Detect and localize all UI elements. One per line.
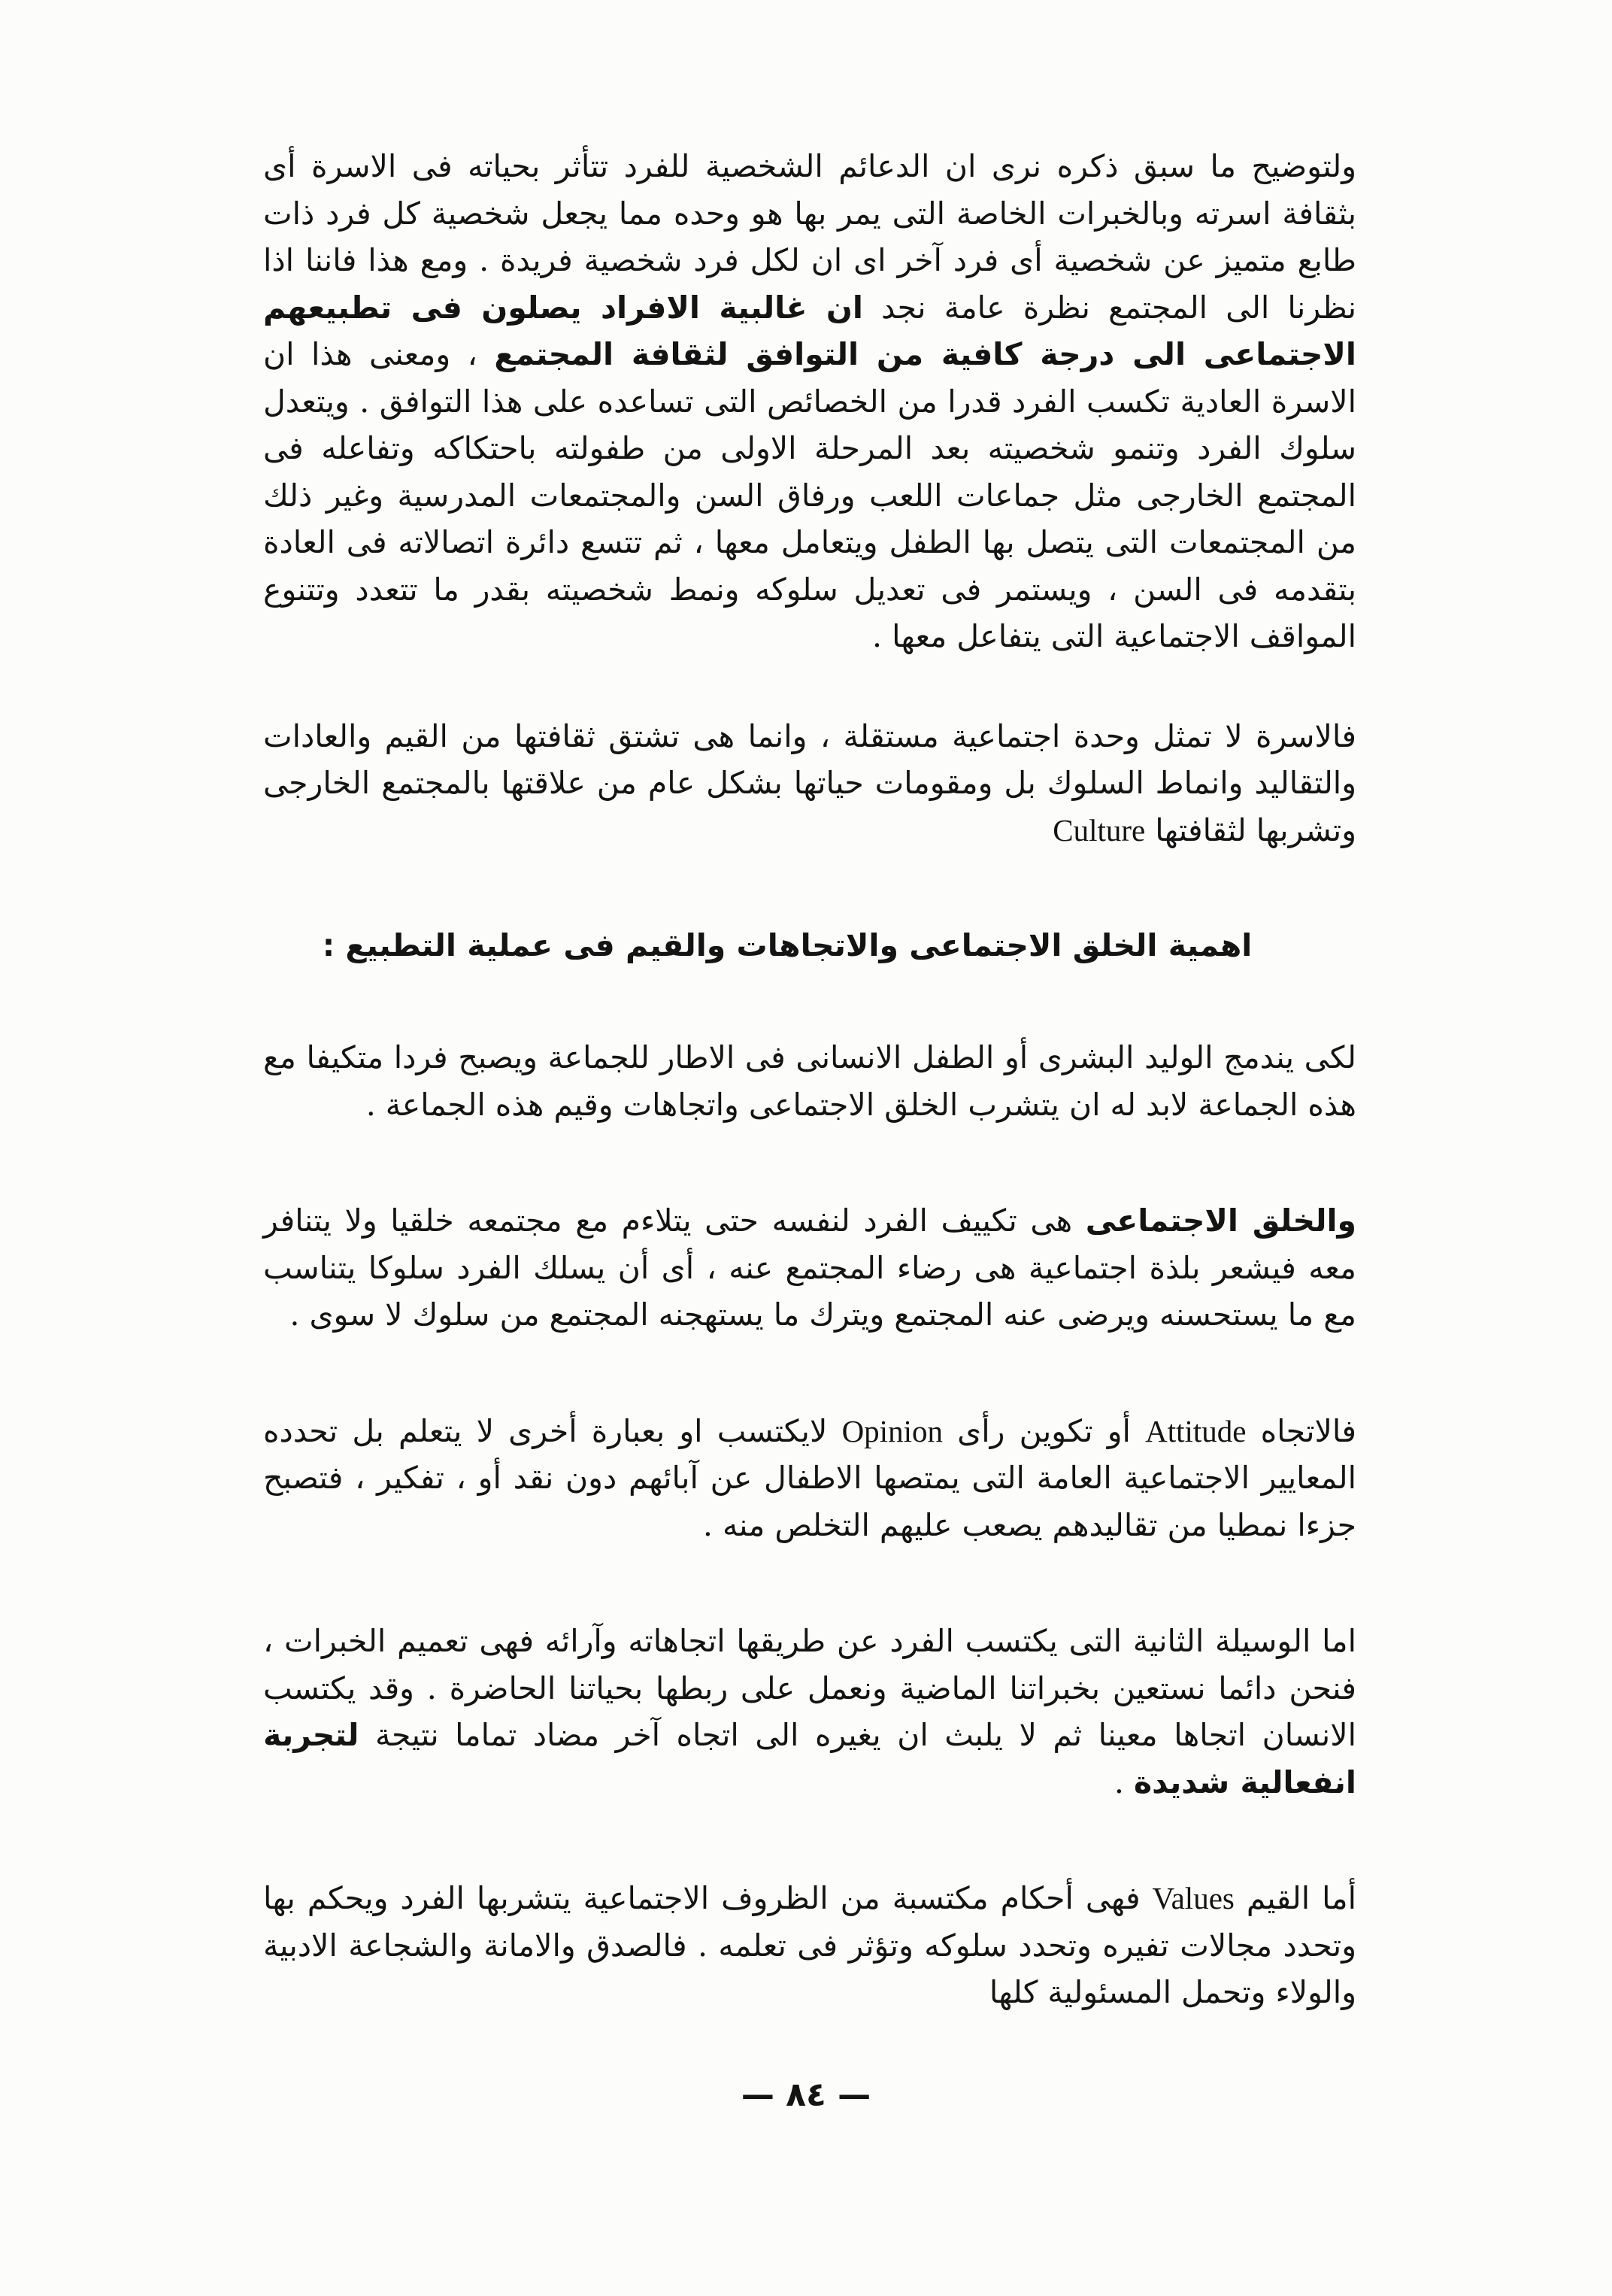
paragraph-integration <box>263 1034 1356 1128</box>
page-number: — ٨٤ — <box>741 2076 871 2114</box>
paragraph-text: ، ومعنى هذا ان الاسرة العادية تكسب الفرد قدرا من الخصائص التى تساعده على هذا التوافق . ويتعدل سلوك الفرد وتنمو شخصيته بعد المرحلة الاولى من طفولته باحتكاكه وتفاعله فى المجتمع الخارجى مثل جماعات اللعب ورفاق السن والمجتمعات المدرسية وغير ذلك من المجتمعات التى يتصل بها الطفل ويتعامل معها ، ثم تتسع دائرة اتصالاته فى العادة بتقدمه فى السن ، ويستمر فى تعديل سلوكه ونمط شخصيته بقدر ما تتعدد وتتنوع المواقف الاجتماعية التى يتفاعل معها . <box>263 336 1356 654</box>
paragraph-family-unit <box>263 713 1356 854</box>
paragraph-bold-text: ان غالبية الافراد يصلون فى تطبيعهم الاجتماعى الى درجة كافية من التوافق لثقافة المجتمع <box>263 289 1356 372</box>
paragraph-experience <box>263 1618 1356 1806</box>
paragraph-family-culture <box>263 143 1356 660</box>
paragraph-text: أما القيم <box>1246 1880 1356 1916</box>
paragraph-text: هى تكييف الفرد لنفسه حتى يتلاءم مع مجتمعه خلقيا ولا يتنافر معه فيشعر بلذة اجتماعية هى رضاء المجتمع عنه ، أى أن يسلك الفرد سلوكا يتناسب مع ما يستحسنه ويرضى عنه المجتمع ويترك ما يستهجنه المجتمع من سلوك لا سوى . <box>263 1203 1356 1333</box>
english-term: Values <box>1152 1881 1235 1915</box>
english-term: Attitude <box>1145 1413 1247 1448</box>
paragraph-bold-text: لتجربة انفعالية شديدة <box>263 1717 1356 1800</box>
paragraph-text: فالاتجاه <box>1260 1412 1356 1449</box>
english-term: Culture <box>1053 812 1146 848</box>
section-heading: اهمية الخلق الاجتماعى والاتجاهات والقيم فى عملية التطبيع : <box>322 927 1253 963</box>
paragraph-text: . <box>1114 1764 1134 1800</box>
paragraph-text: لايكتسب او بعبارة أخرى لا يتعلم بل تحدده المعايير الاجتماعية العامة التى يمتصها الاطفال عن آبائهم دون نقد أو ، تفكير ، فتصبح جزءا نمطيا من تقاليدهم يصعب عليهم التخلص منه . <box>263 1412 1356 1543</box>
english-term: Opinion <box>841 1413 943 1448</box>
paragraph-text: فالاسرة لا تمثل وحدة اجتماعية مستقلة ، وانما هى تشتق ثقافتها من القيم والعادات والتقاليد وانماط السلوك بل ومقومات حياتها بشكل عام من علاقتها بالمجتمع الخارجى وتشربها لثقافتها <box>263 717 1356 848</box>
paragraph-bold-text: والخلق الاجتماعى <box>1085 1203 1357 1239</box>
paragraph-text: أو تكوين رأى <box>957 1412 1131 1449</box>
paragraph-attitude <box>263 1408 1356 1549</box>
paragraph-values <box>263 1875 1356 2016</box>
paragraph-text: فهى أحكام مكتسبة من الظروف الاجتماعية يتشربها الفرد ويحكم بها وتحدد مجالات تفيره وتحدد سلوكه وتؤثر فى تعلمه . فالصدق والامانة والشجاعة الادبية والولاء وتحمل المسئولية كلها <box>263 1880 1356 2010</box>
paragraph-social-character <box>263 1197 1356 1339</box>
paragraph-text: لكى يندمج الوليد البشرى أو الطفل الانسانى فى الاطار للجماعة ويصبح فردا متكيفا مع هذه الجماعة لابد له ان يتشرب الخلق الاجتماعى واتجاهات وقيم هذه الجماعة . <box>263 1039 1356 1123</box>
paragraph-text: ولتوضيح ما سبق ذكره نرى ان الدعائم الشخصية للفرد تتأثر بحياته فى الاسرة أى بثقافة اسرته وبالخبرات الخاصة التى يمر بها هو وحده مما يجعل شخصية كل فرد ذات طابع متميز عن شخصية أى فرد آخر اى ان لكل فرد شخصية فريدة . ومع هذا فاننا اذا نظرنا الى المجتمع نظرة عامة نجد <box>263 148 1357 326</box>
paragraph-text: اما الوسيلة الثانية التى يكتسب الفرد عن طريقها اتجاهاته وآرائه فهى تعميم الخبرات ، فنحن دائما نستعين بخبراتنا الماضية ونعمل على ربطها بحياتنا الحاضرة . وقد يكتسب الانسان اتجاها معينا ثم لا يلبث ان يغيره الى اتجاه آخر مضاد تماما نتيجة <box>263 1623 1356 1753</box>
